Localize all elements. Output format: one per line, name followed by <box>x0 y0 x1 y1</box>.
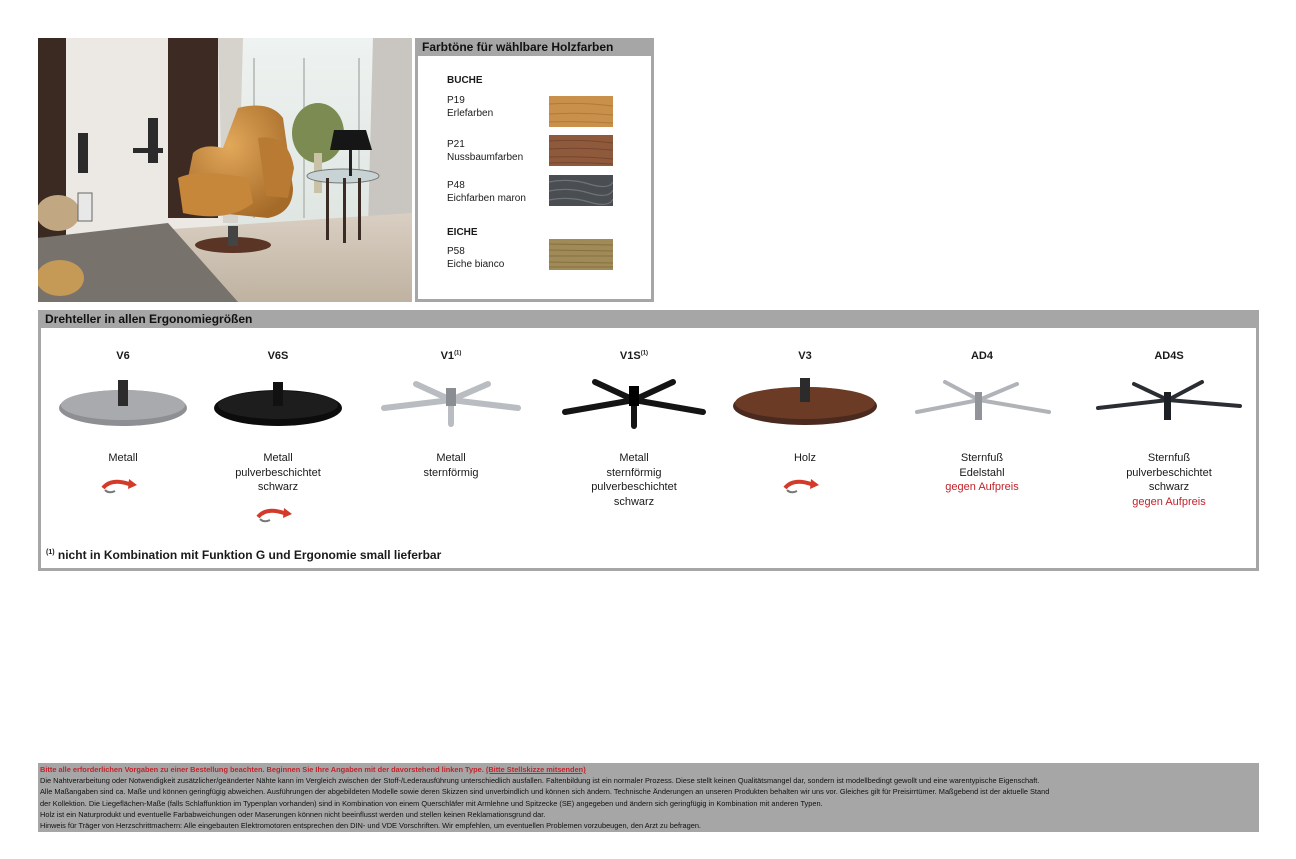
rotation-function-icon <box>101 476 145 494</box>
wood-disc-base-image <box>730 372 880 432</box>
disclaimer-line: Holz ist ein Naturprodukt und eventuelle Farbabweichungen oder Maserungen können nicht beeinflusst werden und stellen keinen Reklamationsgrund dar. <box>40 809 546 819</box>
base-code: V6 <box>116 350 130 362</box>
wood-color-p58 <box>447 245 504 271</box>
wood-swatch-p21 <box>549 135 613 166</box>
product-photo <box>38 38 412 302</box>
wood-code: P21 <box>447 139 465 150</box>
footnote: $^{(1)}$ nicht in Kombination mit Funktion G und Ergonomie small lieferbar <box>46 548 442 562</box>
metal-disc-base-image <box>48 372 198 432</box>
base-option-v1 <box>376 350 526 480</box>
wood-group-eiche: EICHE <box>447 227 478 238</box>
wood-name: Eichfarben maron <box>447 193 526 204</box>
sketch-note-link: (Bitte Stellskizze mitsenden) <box>485 765 586 774</box>
base-code: AD4S <box>1154 350 1184 362</box>
base-description: Metall pulverbeschichtet schwarz <box>235 452 321 493</box>
base-code: V3 <box>798 350 812 362</box>
drehteller-section <box>38 310 1259 571</box>
wood-code: P19 <box>447 95 465 106</box>
base-code: V6S <box>267 350 289 362</box>
wood-name: Nussbaumfarben <box>447 152 524 163</box>
black-disc-base-image <box>203 372 353 432</box>
surcharge-note: gegen Aufpreis <box>1132 495 1206 508</box>
base-option-v3 <box>730 350 880 499</box>
base-option-ad4s <box>1094 350 1244 509</box>
base-description: Metall sternförmig <box>423 452 479 479</box>
wood-code: P48 <box>447 180 465 191</box>
wood-name: Erlefarben <box>447 108 494 119</box>
base-description: Sternfuß Edelstahl <box>959 452 1005 479</box>
disclaimer-line: Hinweis für Träger von Herzschrittmachern: Alle eingebauten Elektromotoren entsprechen den DIN- und VDE Vorschriften. Wir empfehlen, um eventuellen Problemen vorzubeugen, den Arzt zu befragen. <box>40 821 701 831</box>
base-code: AD4 <box>970 350 993 362</box>
base-description: Holz <box>793 452 816 464</box>
base-option-v6s <box>203 350 353 528</box>
footer-disclaimer <box>38 763 1259 832</box>
steel-star-base-image <box>907 372 1057 432</box>
wood-code: P58 <box>447 246 465 257</box>
rotation-function-icon <box>256 505 300 523</box>
wood-color-p21 <box>447 138 523 164</box>
base-code: V1$^{(1)}$ <box>440 350 462 362</box>
drehteller-title: Drehteller in allen Ergonomiegrößen <box>38 310 1259 328</box>
base-description: Sternfuß pulverbeschichtet schwarz <box>1126 452 1212 493</box>
disclaimer-line: der Kollektion. Die Liegeflächen-Maße (falls Schlaffunktion im Typenplan vorhanden) sind in Kombination von einem Querschläfer mit Armlehne und Spitzecke (SE) angegeben und ändern sich geringfügig in Kombination mit anderen Typen. <box>40 798 823 808</box>
surcharge-note: gegen Aufpreis <box>945 481 1019 493</box>
wood-color-p19 <box>447 94 493 120</box>
black-star-base-4-image <box>1094 372 1244 432</box>
wood-swatch-p19 <box>549 96 613 127</box>
rotation-function-icon <box>783 476 827 494</box>
order-warning: Bitte alle erforderlichen Vorgaben zu einer Bestellung beachten. Beginnen Sie Ihre Angaben mit der davorstehend linken Type. (Bitte Stellskizze mitsenden) <box>40 765 586 774</box>
base-option-v1s <box>559 350 709 509</box>
disclaimer-line: Die Nahtverarbeitung oder Notwendigkeit zusätzlicher/geänderter Nähte kann im Vergleich zwischen der Stoff-/Lederausführung unterschiedlich ausfallen. Faltenbildung ist ein normaler Prozess. Diese stellt keinen Qualitätsmangel dar, sondern ist modellbedingt gewollt und eine warentypische Eigenschaft. <box>40 776 1040 786</box>
wood-swatch-p48 <box>549 175 613 206</box>
base-code: $V1S^{(1)}$ <box>619 350 649 362</box>
base-option-v6 <box>48 350 198 499</box>
black-star-base-image <box>559 372 709 432</box>
wood-color-p48 <box>447 179 526 205</box>
disclaimer-line: Alle Maßangaben sind ca. Maße und können geringfügig abweichen. Ausführungen der abgebildeten Modelle sowie deren Skizzen sind unverbindlich und können sich ändern. Technische Änderungen an unseren Produkten behalten wir uns vor. Gleiches gilt für Preisirrtümer. Maßgebend ist der aktuelle Stand <box>40 787 1050 797</box>
base-option-ad4 <box>907 350 1057 495</box>
wood-group-buche: BUCHE <box>447 75 483 86</box>
wood-name: Eiche bianco <box>447 259 505 270</box>
chrome-star-base-image <box>376 372 526 432</box>
wood-colors-title: Farbtöne für wählbare Holzfarben <box>415 38 654 56</box>
wood-swatch-p58 <box>549 239 613 270</box>
base-description: Metall sternförmig pulverbeschichtet schwarz <box>591 452 677 508</box>
base-description: Metall <box>108 452 138 464</box>
wood-colors-panel <box>415 38 654 302</box>
